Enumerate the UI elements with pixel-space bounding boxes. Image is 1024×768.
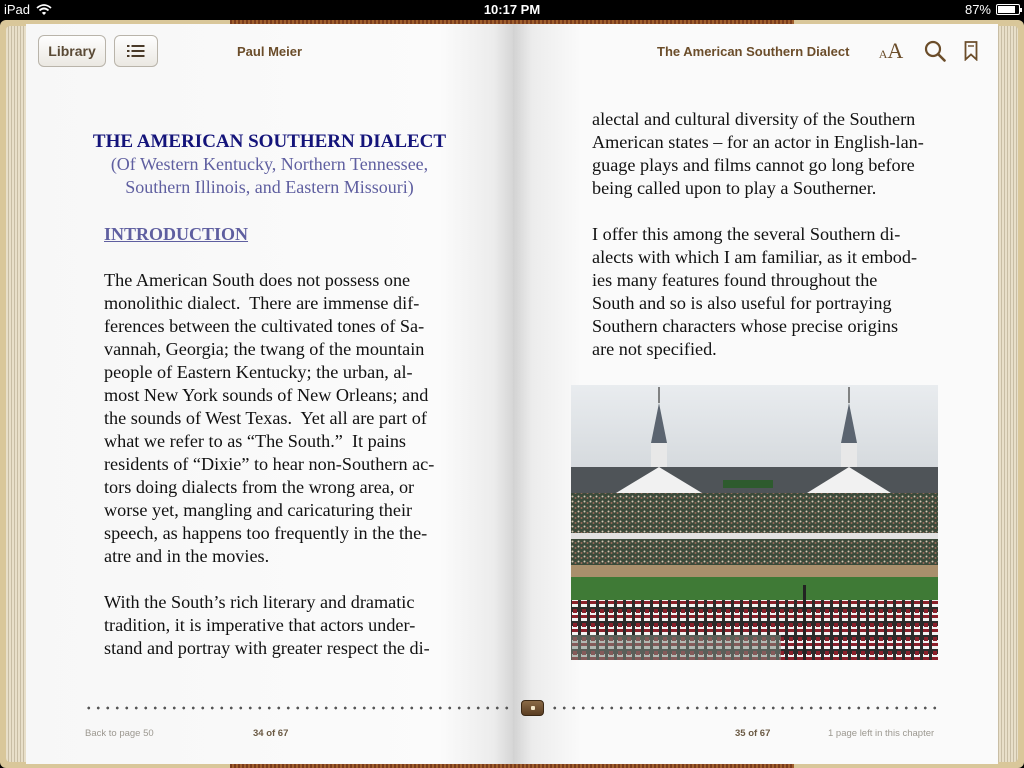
page-scrubber-left[interactable]	[84, 705, 512, 711]
battery-icon	[996, 4, 1020, 15]
chapter-title: THE AMERICAN SOUTHERN DIALECT	[92, 131, 447, 152]
right-page-stack	[998, 26, 1018, 762]
battery-percent: 87%	[964, 2, 991, 17]
table-of-contents-button[interactable]	[114, 35, 158, 67]
left-page-number: 34 of 67	[253, 728, 289, 739]
right-page-number: 35 of 67	[735, 728, 771, 739]
search-button[interactable]	[922, 38, 948, 64]
left-paragraph-1: The American South does not possess one monolithic dialect. There are immense dif- ferences between the cultivated tones of Sa- vannah, Georgia; the twang of the mountain people of Eastern Kentucky; the urban, al- most New York sounds of New Orleans; and the sounds of West Texas. Yet all are part of what we refer to as “The South.” It pains residents of “Dixie” to hear non-Southern ac- tors doing dialects from the wrong area, or worse yet, mangling and caricaturing their speech, as happens too frequently in the the- atre and in the movies.	[104, 270, 435, 566]
clock: 10:17 PM	[483, 2, 541, 17]
churchill-downs-image	[571, 385, 938, 660]
back-to-page-link[interactable]: Back to page 50	[85, 728, 154, 739]
bookmark-button[interactable]	[960, 38, 982, 64]
library-button[interactable]: Library	[38, 35, 106, 67]
book-title: The American Southern Dialect	[657, 44, 850, 59]
device-name: iPad	[4, 2, 31, 17]
right-paragraph-1: alectal and cultural diversity of the Southern American states – for an actor in English-lan- guage plays and films cannot go long before being called upon to play a Southerner.	[592, 109, 924, 198]
left-paragraph-2: With the South’s rich literary and dramatic tradition, it is imperative that actors under- stand and portray with greater respect the di-	[104, 592, 430, 658]
pages-left-label: 1 page left in this chapter	[828, 728, 935, 739]
author-name: Paul Meier	[237, 44, 303, 59]
font-size-button[interactable]	[875, 38, 907, 64]
font-size-icon: AA	[878, 38, 904, 63]
section-heading[interactable]: INTRODUCTION	[104, 224, 249, 244]
left-page-stack	[6, 26, 26, 762]
page-scrubber-knob[interactable]	[521, 700, 544, 716]
grandstand-photo[interactable]	[571, 385, 938, 660]
search-icon	[924, 40, 946, 62]
list-icon	[127, 44, 145, 58]
right-paragraph-2: I offer this among the several Southern di- alects with which I am familiar, as it embod- ies many features found throughout the South and so is also useful for portraying Southern characters whose precise origins are not specified.	[592, 224, 918, 359]
chapter-subtitle: (Of Western Kentucky, Northern Tennessee, Southern Illinois, and Eastern Missouri)	[110, 154, 429, 197]
page-scrubber-right[interactable]	[550, 705, 942, 711]
bookmark-icon	[964, 41, 978, 61]
status-bar	[0, 0, 1024, 20]
